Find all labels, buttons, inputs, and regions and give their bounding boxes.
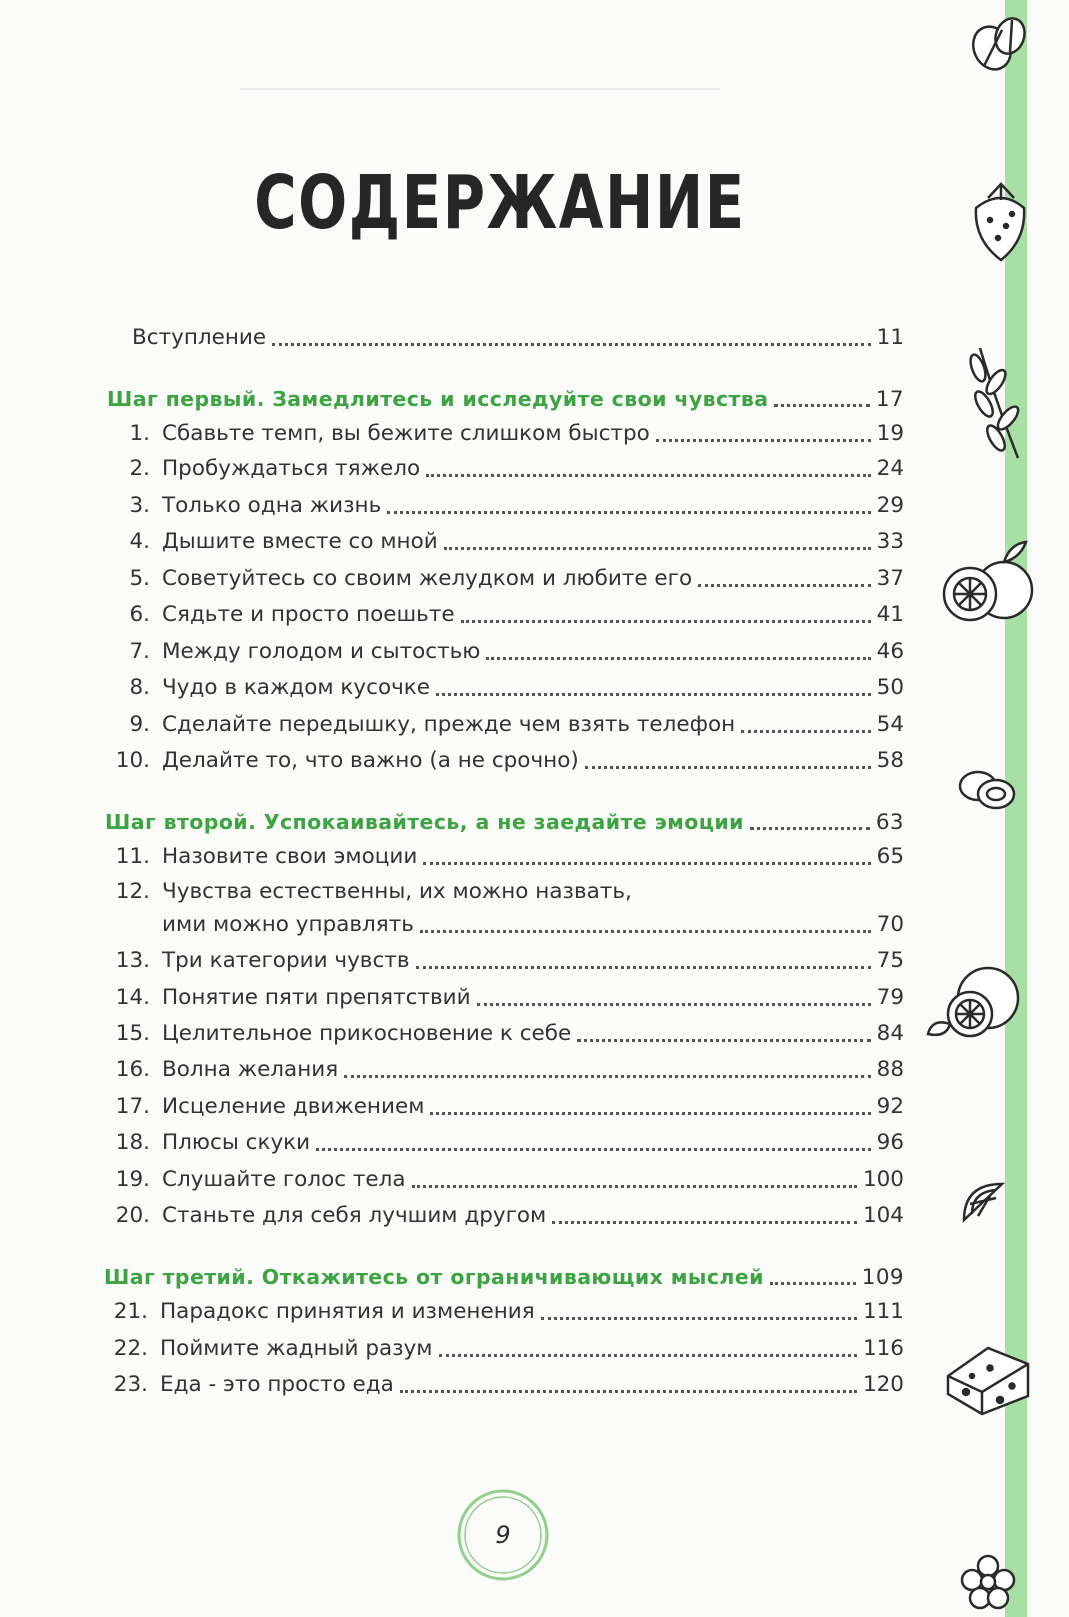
- toc-entry-6[interactable]: [106, 597, 904, 633]
- entry-text: Советуйтесь со своим желудком и любите его: [162, 566, 693, 591]
- entry-text: Слушайте голос тела: [162, 1167, 406, 1192]
- section-text: Шаг первый. Замедлитесь и исследуйте свои чувства: [107, 387, 769, 411]
- entry-text: Волна желания: [162, 1057, 339, 1082]
- entry-text: Сделайте передышку, прежде чем взять телефон: [162, 712, 736, 737]
- entry-number: 11.: [115, 844, 150, 869]
- entry-number: 12.: [115, 879, 150, 904]
- entry-number: 2.: [129, 456, 150, 481]
- toc-entry-intro[interactable]: [132, 320, 904, 356]
- toc-entry-5[interactable]: [106, 561, 904, 597]
- dot-leader: [430, 1112, 870, 1115]
- toc-entry-1[interactable]: [106, 416, 904, 452]
- toc-entry-17[interactable]: [106, 1089, 904, 1125]
- dot-leader: [400, 1390, 857, 1393]
- entry-text: Понятие пяти препятствий: [162, 985, 471, 1010]
- entry-number: 22.: [113, 1336, 148, 1361]
- entry-page: 79: [876, 985, 904, 1010]
- toc-entry-21[interactable]: [104, 1294, 904, 1330]
- entry-page: 88: [876, 1057, 904, 1082]
- herb-sprig-icon: [966, 342, 1026, 462]
- flower-icon: [958, 1552, 1018, 1612]
- entry-page: 29: [876, 493, 904, 518]
- entry-page: 46: [876, 639, 904, 664]
- entry-page: 50: [876, 675, 904, 700]
- entry-text-continued: ими можно управлять: [162, 912, 414, 937]
- entry-number: 1.: [129, 421, 150, 446]
- toc-entry-16[interactable]: [106, 1052, 904, 1088]
- entry-page: 54: [876, 712, 904, 737]
- entry-number: 21.: [113, 1299, 148, 1324]
- dot-leader: [577, 1039, 870, 1042]
- section-page: 17: [875, 387, 904, 412]
- entry-text: Три категории чувств: [162, 948, 410, 973]
- toc-entry-8[interactable]: [106, 670, 904, 706]
- toc-entry-23[interactable]: [104, 1367, 904, 1403]
- entry-number: 5.: [129, 566, 150, 591]
- entry-text: Чудо в каждом кусочке: [162, 675, 431, 700]
- toc-entry-18[interactable]: [106, 1125, 904, 1161]
- entry-page: 65: [876, 844, 904, 869]
- entry-page: 111: [862, 1299, 904, 1324]
- toc-section-step-1[interactable]: [107, 381, 904, 417]
- entry-text: Еда - это просто еда: [160, 1372, 394, 1397]
- entry-page: 116: [862, 1336, 904, 1361]
- dot-leader: [698, 584, 871, 587]
- entry-number: 10.: [115, 748, 150, 773]
- cheese-icon: [942, 1330, 1034, 1422]
- spinach-icon: [968, 8, 1032, 78]
- lemon-icon: [926, 962, 1026, 1050]
- dot-leader: [423, 862, 870, 865]
- entry-number: 20.: [115, 1203, 150, 1228]
- bleed-through-line: [240, 88, 720, 90]
- entry-text: Парадокс принятия и изменения: [160, 1299, 535, 1324]
- dot-leader: [416, 966, 871, 969]
- dot-leader: [444, 547, 871, 550]
- dot-leader: [486, 657, 870, 660]
- entry-number: 18.: [115, 1130, 150, 1155]
- section-text: Шаг третий. Откажитесь от ограничивающих мыслей: [104, 1265, 764, 1289]
- entry-text: Чувства естественны, их можно назвать,: [162, 879, 632, 904]
- entry-page: 104: [862, 1203, 904, 1228]
- toc-section-step-2[interactable]: [105, 804, 904, 840]
- entry-page: 24: [876, 456, 904, 481]
- entry-text: Поймите жадный разум: [160, 1336, 433, 1361]
- entry-text: Сядьте и просто поешьте: [162, 602, 455, 627]
- dot-leader: [461, 620, 871, 623]
- page-number: 9: [495, 1521, 511, 1549]
- dot-leader: [412, 1185, 857, 1188]
- dot-leader: [770, 1282, 856, 1285]
- toc-section-step-3[interactable]: [104, 1259, 904, 1295]
- dot-leader: [426, 474, 871, 477]
- entry-number: 23.: [113, 1372, 148, 1397]
- dot-leader: [344, 1075, 870, 1078]
- toc-entry-13[interactable]: [106, 943, 904, 979]
- entry-page: 84: [876, 1021, 904, 1046]
- section-text: Шаг второй. Успокаивайтесь, а не заедайте эмоции: [105, 810, 744, 834]
- section-page: 109: [861, 1265, 904, 1290]
- dot-leader: [656, 439, 871, 442]
- toc-entry-15[interactable]: [106, 1016, 904, 1052]
- entry-text: Плюсы скуки: [162, 1130, 311, 1155]
- entry-page: 11: [876, 325, 904, 350]
- entry-text: Вступление: [132, 325, 267, 350]
- dot-leader: [420, 930, 871, 933]
- strawberry-icon: [966, 178, 1036, 264]
- entry-number: 7.: [129, 639, 150, 664]
- toc-entry-2[interactable]: [106, 451, 904, 487]
- entry-page: 37: [876, 566, 904, 591]
- dot-leader: [741, 730, 870, 733]
- entry-page: 120: [862, 1372, 904, 1397]
- entry-page: 100: [862, 1167, 904, 1192]
- entry-page: 33: [876, 529, 904, 554]
- cucumber-slice-icon: [954, 766, 1018, 814]
- dot-leader: [439, 1354, 857, 1357]
- dot-leader: [477, 1003, 871, 1006]
- entry-text: Исцеление движением: [162, 1094, 425, 1119]
- toc-entry-10[interactable]: [106, 743, 904, 779]
- entry-number: 4.: [129, 529, 150, 554]
- section-page: 63: [875, 810, 904, 835]
- entry-number: 16.: [115, 1057, 150, 1082]
- entry-text: Дышите вместе со мной: [162, 529, 438, 554]
- entry-text: Делайте то, что важно (а не срочно): [162, 748, 579, 773]
- toc-entry-20[interactable]: [106, 1198, 904, 1234]
- entry-number: 9.: [129, 712, 150, 737]
- toc-entry-19[interactable]: [106, 1162, 904, 1198]
- entry-text: Между голодом и сытостью: [162, 639, 481, 664]
- dot-leader: [585, 766, 871, 769]
- dot-leader: [436, 693, 871, 696]
- entry-text: Целительное прикосновение к себе: [162, 1021, 572, 1046]
- toc-entry-12-line-2[interactable]: [162, 907, 904, 943]
- entry-page: 75: [876, 948, 904, 973]
- dot-leader: [316, 1148, 871, 1151]
- dot-leader: [750, 827, 870, 830]
- entry-text: Назовите свои эмоции: [162, 844, 418, 869]
- entry-number: 8.: [129, 675, 150, 700]
- toc-entry-9[interactable]: [106, 707, 904, 743]
- entry-page: 70: [876, 912, 904, 937]
- toc-entry-11[interactable]: [106, 839, 904, 875]
- entry-text: Сбавьте темп, вы бежите слишком быстро: [162, 421, 650, 446]
- toc-entry-14[interactable]: [106, 980, 904, 1016]
- entry-text: Станьте для себя лучшим другом: [162, 1203, 547, 1228]
- dot-leader: [272, 343, 871, 346]
- entry-page: 19: [876, 421, 904, 446]
- lime-wedge-icon: [958, 1176, 1010, 1228]
- entry-text: Пробуждаться тяжело: [162, 456, 421, 481]
- dot-leader: [387, 511, 870, 514]
- entry-page: 96: [876, 1130, 904, 1155]
- entry-number: 13.: [115, 948, 150, 973]
- entry-number: 17.: [115, 1094, 150, 1119]
- citrus-icon: [940, 534, 1036, 646]
- entry-page: 41: [876, 602, 904, 627]
- entry-page: 58: [876, 748, 904, 773]
- entry-number: 14.: [115, 985, 150, 1010]
- page-title: СОДЕРЖАНИЕ: [254, 160, 746, 246]
- toc-entry-22[interactable]: [104, 1331, 904, 1367]
- dot-leader: [774, 404, 869, 407]
- toc-entry-3[interactable]: [106, 488, 904, 524]
- entry-text: Только одна жизнь: [162, 493, 382, 518]
- entry-number: 3.: [129, 493, 150, 518]
- entry-number: 19.: [115, 1167, 150, 1192]
- dot-leader: [541, 1317, 857, 1320]
- entry-number: 6.: [129, 602, 150, 627]
- entry-number: 15.: [115, 1021, 150, 1046]
- dot-leader: [552, 1221, 857, 1224]
- toc-entry-12-line-1[interactable]: [106, 874, 632, 910]
- entry-page: 92: [876, 1094, 904, 1119]
- toc-entry-4[interactable]: [106, 524, 904, 560]
- toc-entry-7[interactable]: [106, 634, 904, 670]
